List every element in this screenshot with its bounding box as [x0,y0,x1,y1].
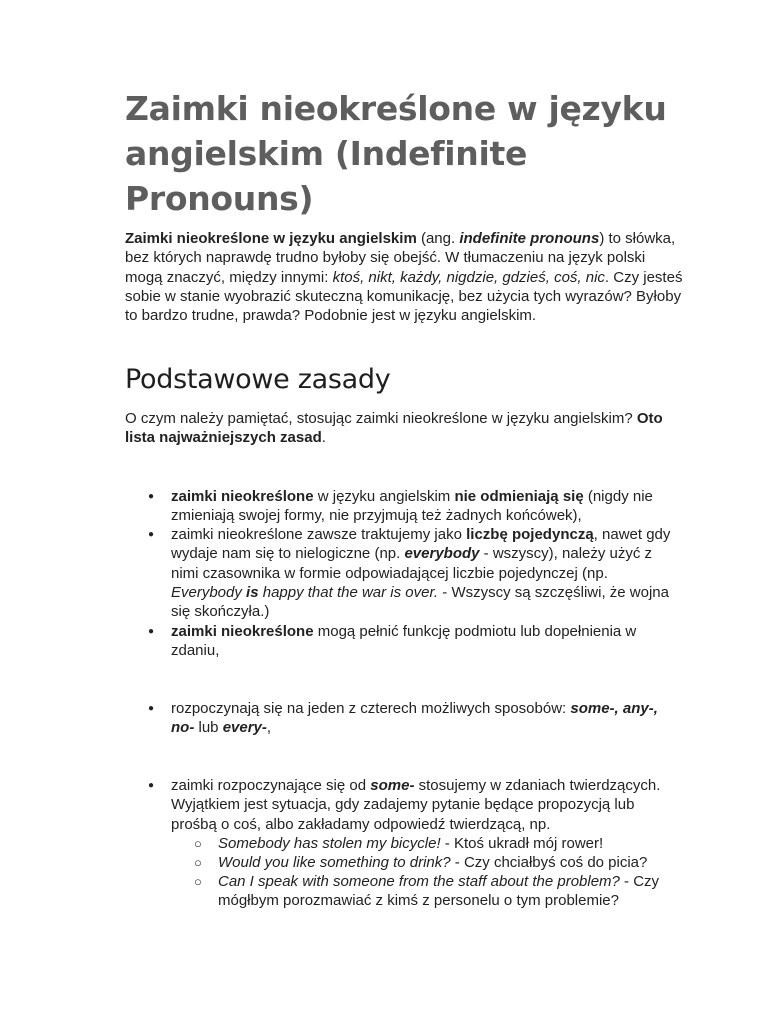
list-item [171,699,681,738]
intro-english-term: indefinite pronouns [459,230,600,247]
rule-prefix: some- [370,777,415,794]
list-item [171,776,681,834]
list-item [171,525,681,621]
example-polish: - Czy mógłbym porozmawiać z kimś z personelu o tym problemie? [218,873,660,910]
intro-paragraph [125,229,685,325]
rule-bold: liczbę pojedynczą [466,526,594,543]
rule-example-verb: is [246,583,259,601]
intro-examples: ktoś, nikt, każdy, nigdzie, gdzieś, coś, nic [332,268,605,286]
rule-text: mogą pełnić funkcję podmiotu lub dopełnienia w zdaniu, [171,623,637,660]
rule-bold: nie odmieniają się [454,488,584,505]
intro-text: (ang. [416,230,460,247]
example-item [218,872,680,911]
rule-text: zaimki rozpoczynające się od [171,777,371,794]
rule-text: - Wszyscy są szczęśliwi, że wojna się skończyła.) [171,583,669,621]
rule-example: everybody [404,545,480,563]
lead-bold: Oto lista najważniejszych zasad [125,410,663,447]
page-title: Zaimki nieokreślone w języku angielskim (Indefinite Pronouns) [125,89,667,218]
example-english: Would you like something to drink? [218,854,451,871]
rule-bold: zaimki nieokreślone [171,623,314,640]
example-english: Can I speak with someone from the staff about the problem? [218,873,620,890]
rule-text: (nigdy nie zmieniają swojej formy, nie przyjmują też żadnych końcówek), [171,488,653,525]
rule-bold: zaimki nieokreślone [171,488,314,505]
intro-text: . Czy jesteś sobie w stanie wyobrazić skuteczną komunikację, bez użycia tych wyrazów? Byłoby to bardzo trudne, prawda? Podobnie jest w języku angielskim. [125,268,683,325]
list-item [171,487,681,526]
rule-prefixes: every- [222,719,267,737]
intro-text: ) to słówka, bez których naprawdę trudno byłoby się obejść. W tłumaczeniu na język polski mogą znaczyć, między innymi: [125,230,676,286]
rule-text: , nawet gdy wydaje nam się to nielogiczne (np. [171,526,671,563]
rule-text: stosujemy w zdaniach twierdzących. Wyjątkiem jest sytuacja, gdy zadajemy pytanie będące propozycją lub prośbą o coś, albo zakładamy odpowiedź twierdzącą, np. [171,777,661,833]
rule-text: zaimki nieokreślone zawsze traktujemy jako [171,526,467,543]
section-heading: Podstawowe zasady [125,364,391,395]
rule-text: - wszyscy), należy użyć z nimi czasownika w formie odpowiadającej liczbie pojedynczej (np. [171,545,653,582]
example-item [218,853,680,872]
lead-text: . [321,429,326,447]
list-item [171,622,681,661]
example-english: Somebody has stolen my bicycle! [218,835,441,852]
lead-text: O czym należy pamiętać, stosując zaimki nieokreślone w języku angielskim? [125,410,637,427]
rule-text: lub [194,719,223,737]
lead-paragraph [125,409,685,448]
intro-bold-term: Zaimki nieokreślone w języku angielskim [125,230,417,247]
example-polish: - Czy chciałbyś coś do picia? [450,854,648,871]
rule-example: happy that the war is over. [258,583,439,601]
rule-text: rozpoczynają się na jeden z czterech możliwych sposobów: [171,700,571,717]
rule-prefixes: some-, any-, no- [171,700,658,737]
rule-text: w języku angielskim [313,488,455,505]
rule-example: Everybody [171,583,247,601]
example-polish: - Ktoś ukradł mój rower! [440,835,604,852]
example-item [218,834,680,853]
rule-text: , [266,719,272,737]
